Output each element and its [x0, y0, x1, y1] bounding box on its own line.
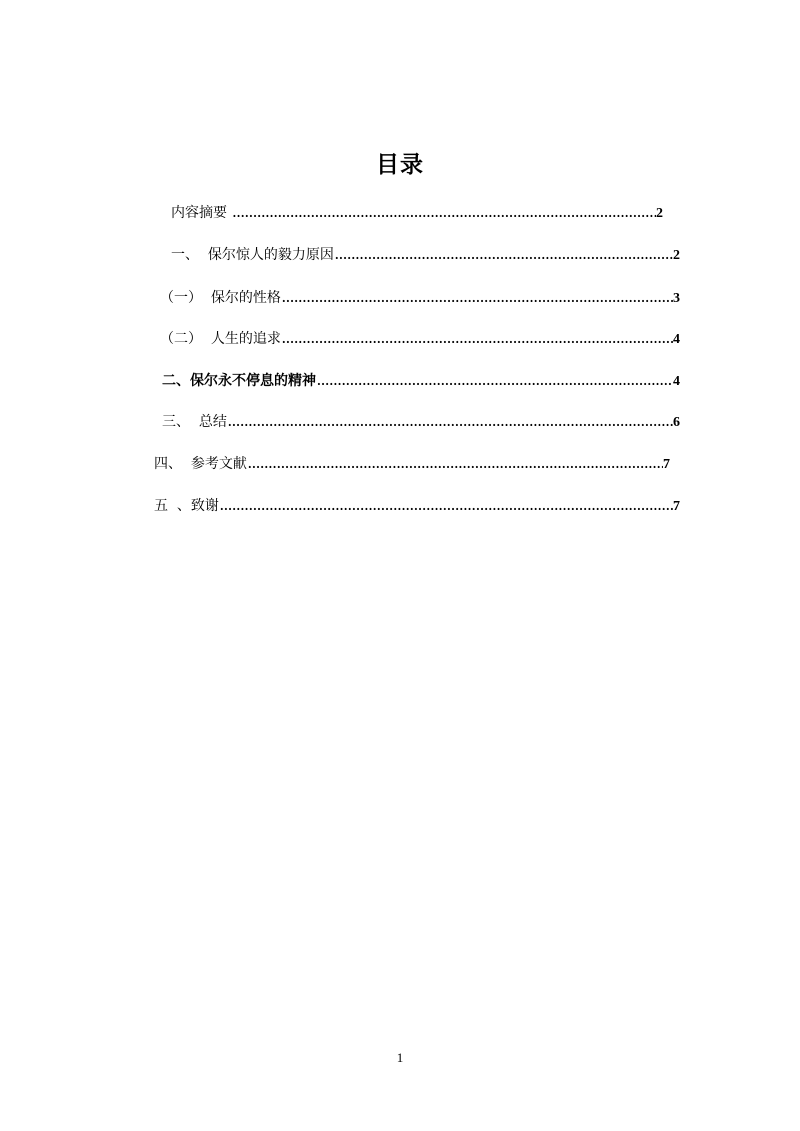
toc-entry-section-1[interactable]	[171, 246, 680, 265]
toc-entry-section-5[interactable]	[154, 497, 680, 516]
toc-entry-label: 三、 总结	[162, 414, 227, 430]
toc-page-number: 6	[673, 415, 680, 430]
toc-dot-leader	[335, 247, 673, 265]
toc-dot-leader	[282, 331, 673, 349]
toc-entry-section-2[interactable]	[162, 372, 680, 391]
toc-entry-section-1-2[interactable]	[160, 330, 680, 349]
toc-page-number: 7	[663, 457, 670, 472]
toc-entry-section-1-1[interactable]	[160, 289, 680, 308]
page-footer-number: 1	[396, 1050, 404, 1065]
toc-entry-abstract[interactable]	[171, 204, 663, 223]
toc-entry-label: 一、 保尔惊人的毅力原因	[171, 247, 334, 263]
toc-dot-leader	[248, 456, 663, 474]
toc-title: 目录	[376, 152, 424, 178]
toc-entry-section-4[interactable]	[154, 455, 670, 474]
toc-entry-label: （二） 人生的追求	[160, 331, 281, 347]
toc-page-number: 2	[656, 206, 663, 221]
toc-entry-label: 四、 参考文献	[154, 456, 247, 472]
toc-entry-section-3[interactable]	[162, 413, 680, 432]
toc-entry-label: （一） 保尔的性格	[160, 290, 281, 306]
toc-dot-leader	[317, 373, 673, 391]
toc-dot-leader	[282, 290, 673, 308]
toc-page-number: 4	[673, 374, 680, 389]
toc-dot-leader	[232, 205, 656, 223]
toc-page-number: 4	[673, 332, 680, 347]
toc-page-number: 3	[673, 291, 680, 306]
toc-dot-leader	[228, 414, 673, 432]
toc-entry-label: 二、保尔永不停息的精神	[162, 373, 316, 389]
toc-entry-label: 五 、致谢	[154, 498, 219, 514]
toc-entry-label: 内容摘要	[171, 205, 232, 221]
toc-page-number: 7	[673, 499, 680, 514]
toc-page-number: 2	[673, 248, 680, 263]
toc-dot-leader	[220, 498, 673, 516]
